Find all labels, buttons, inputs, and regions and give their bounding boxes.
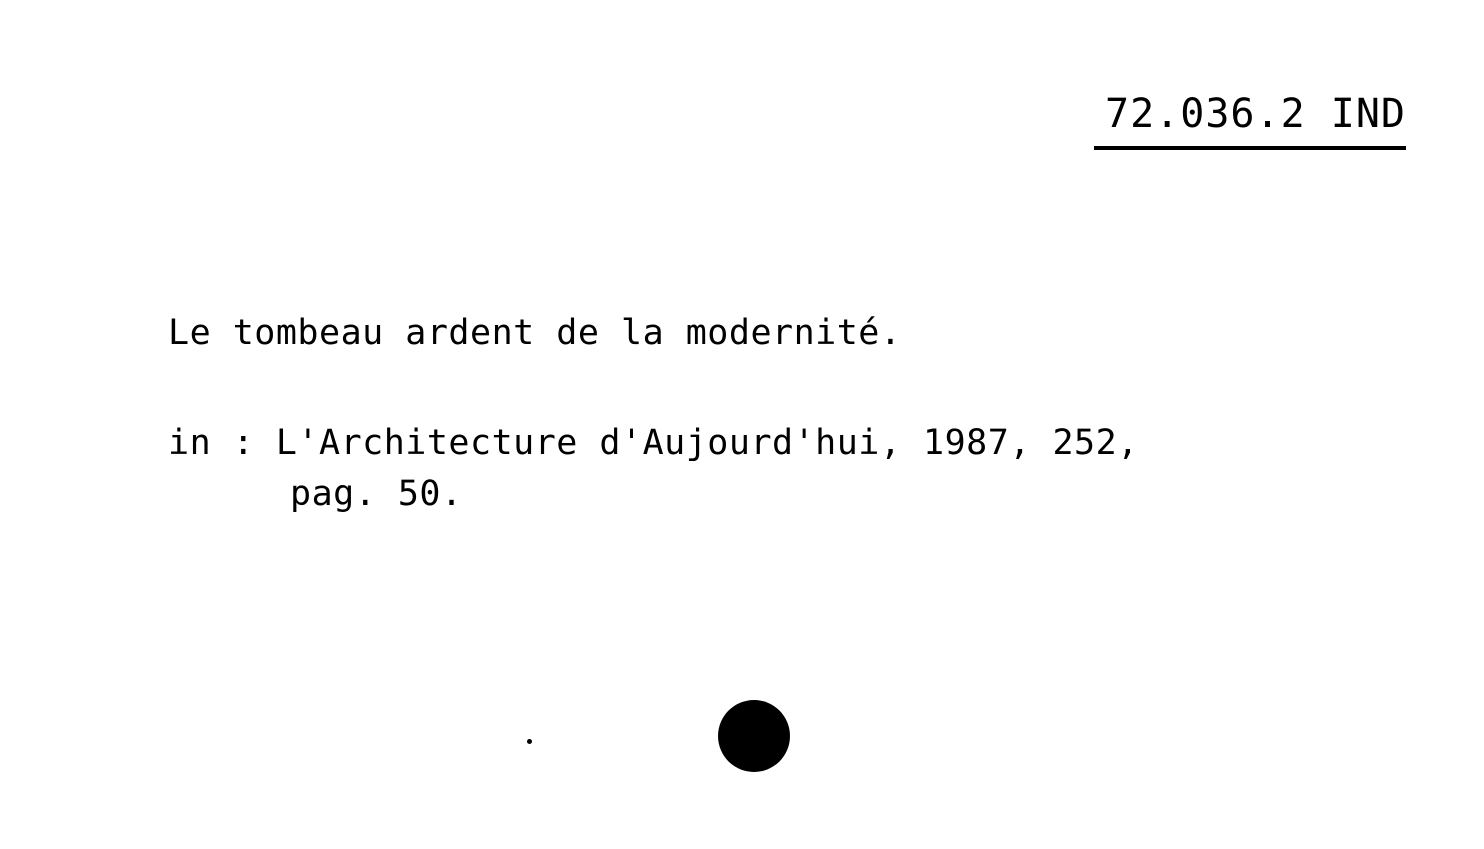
- record-source-line-1: in : L'Architecture d'Aujourd'hui, 1987, 252,: [168, 422, 1139, 463]
- record-title: Le tombeau ardent de la modernité.: [168, 313, 902, 353]
- call-number-underline: [1094, 146, 1406, 150]
- record-source: [168, 418, 1368, 520]
- record-source-line-2: pag. 50.: [290, 473, 463, 514]
- filled-circle-mark-icon: [718, 700, 790, 772]
- stray-ink-dot-icon: [527, 739, 532, 744]
- call-number: 72.036.2 IND: [1105, 91, 1406, 137]
- bibliographic-record: [168, 312, 1368, 519]
